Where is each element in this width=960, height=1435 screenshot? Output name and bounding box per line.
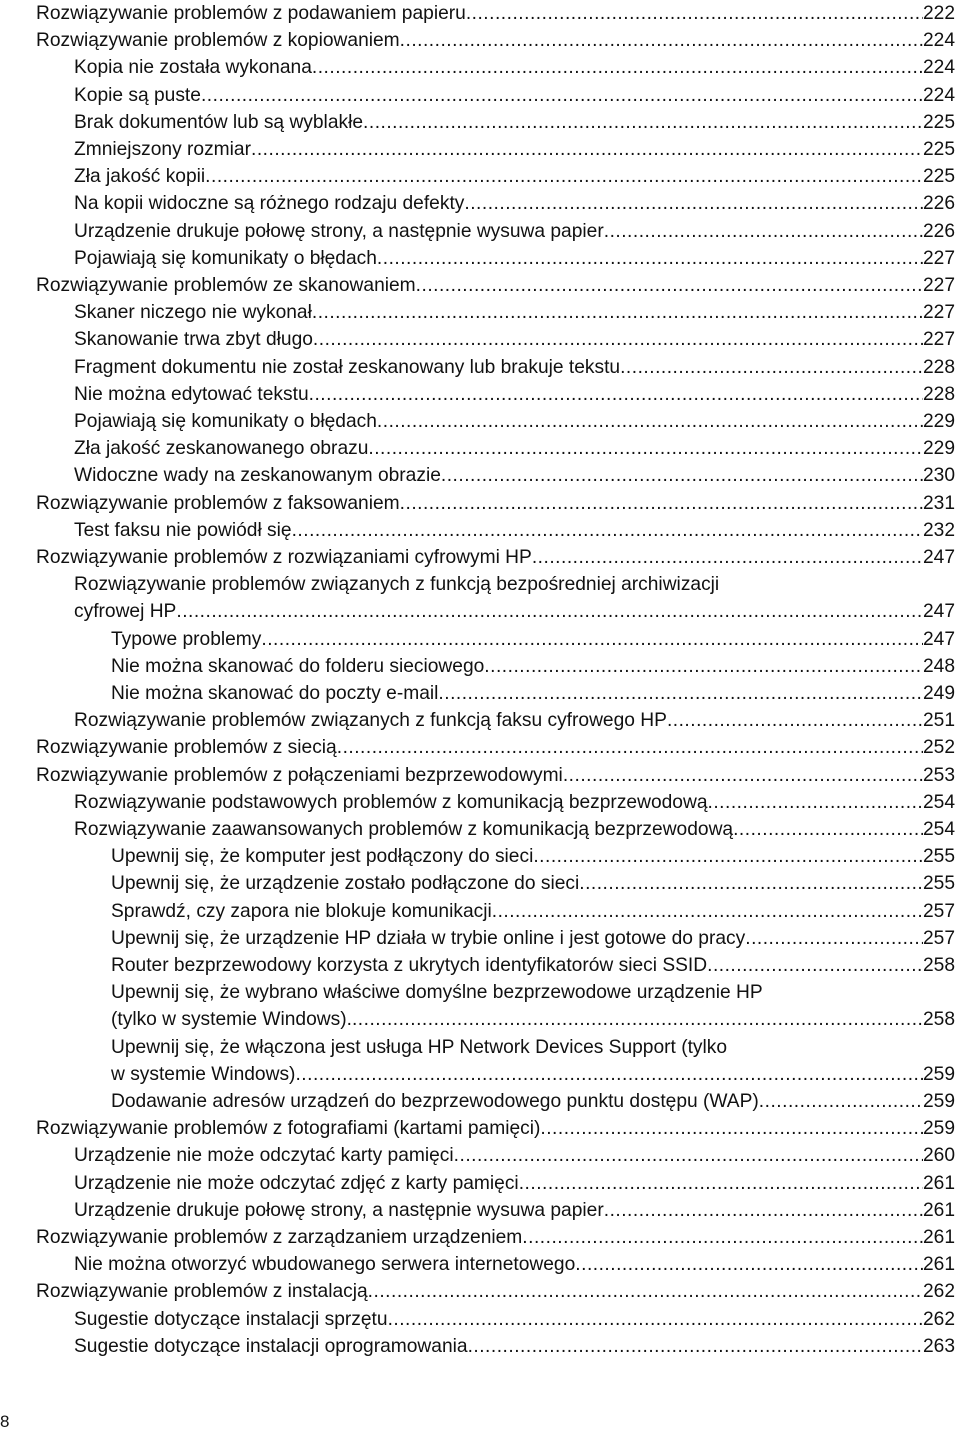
toc-entry-page: 228 [922, 383, 955, 405]
toc-entry[interactable] [74, 789, 955, 816]
dot-leader [312, 299, 923, 326]
dot-leader [579, 870, 923, 897]
toc-entry-page: 230 [922, 465, 955, 487]
toc-entry-title: Nie można skanować do poczty e-mail [111, 683, 439, 704]
dot-leader [492, 898, 923, 925]
toc-entry-page: 224 [922, 30, 955, 52]
toc-entry-title-line: Upewnij się, że włączona jest usługa HP Network Devices Support (tylko [111, 1036, 728, 1058]
toc-entry[interactable] [74, 245, 955, 272]
toc-entry[interactable] [111, 979, 955, 1033]
toc-entry[interactable] [74, 109, 955, 136]
toc-entry-title: Rozwiązywanie podstawowych problemów z komunikacją bezprzewodową [74, 791, 708, 813]
toc-entry-title: Skanowanie trwa zbyt długo [74, 329, 313, 351]
dot-leader [363, 109, 923, 136]
toc-entry-title: Widoczne wady na zeskanowanym obrazie [74, 465, 441, 487]
dot-leader [416, 272, 923, 299]
dot-leader [540, 1115, 923, 1142]
dot-leader [620, 354, 923, 381]
dot-leader [468, 1333, 923, 1360]
toc-entry-title: Pojawiają się komunikaty o błędach [74, 411, 377, 432]
toc-entry-page: 259 [922, 1063, 955, 1085]
toc-entry[interactable] [111, 1088, 955, 1115]
toc-entry-page: 257 [922, 900, 955, 922]
toc-entry[interactable] [74, 1142, 955, 1169]
toc-entry[interactable] [74, 136, 955, 163]
toc-entry-title: Nie można edytować tekstu [74, 383, 309, 405]
dot-leader [176, 598, 923, 625]
toc-entry[interactable] [74, 517, 955, 544]
toc-entry-page: 224 [922, 57, 955, 79]
toc-entry-title: Fragment dokumentu nie został zeskanowany lub brakuje tekstu [74, 356, 621, 378]
toc-entry-title: Router bezprzewodowy korzysta z ukrytych identyfikatorów sieci SSID [111, 955, 708, 976]
toc-entry-title: Zła jakość kopii [74, 166, 206, 188]
dot-leader [388, 1306, 923, 1333]
dot-leader [454, 1142, 923, 1169]
toc-entry-page: 259 [922, 1091, 955, 1112]
toc-entry[interactable] [74, 299, 955, 326]
toc-entry-page: 225 [922, 139, 955, 160]
toc-entry-title: Upewnij się, że urządzenie zostało podłączone do sieci [111, 873, 580, 895]
toc-entry-page: 261 [922, 1254, 955, 1276]
toc-entry-page: 226 [922, 220, 955, 242]
toc-entry-page: 247 [922, 601, 955, 623]
dot-leader [532, 544, 923, 571]
toc-entry-title: Rozwiązywanie problemów z faksowaniem [36, 492, 400, 514]
toc-entry-page: 228 [922, 356, 955, 378]
dot-leader [441, 462, 923, 489]
dot-leader [519, 1170, 923, 1197]
toc-entry-title: Urządzenie nie może odczytać karty pamięci [74, 1145, 454, 1167]
toc-entry-page: 248 [922, 655, 955, 677]
toc-entry[interactable] [36, 490, 955, 517]
toc-entry[interactable] [74, 54, 955, 81]
dot-leader [368, 1278, 923, 1305]
toc-entry-page: 227 [922, 329, 955, 351]
toc-entry-title: Upewnij się, że komputer jest podłączony do sieci [111, 846, 534, 868]
dot-leader [368, 435, 923, 462]
toc-entry-title: Rozwiązywanie problemów z fotografiami (kartami pamięci) [36, 1118, 541, 1140]
toc-entry[interactable] [111, 898, 955, 925]
toc-entry-title: Rozwiązywanie problemów z instalacją [36, 1281, 368, 1303]
toc-entry-title: w systemie Windows) [111, 1063, 296, 1085]
toc-entry-page: 252 [922, 737, 955, 759]
toc-entry[interactable] [74, 571, 955, 625]
toc-entry[interactable] [74, 354, 955, 381]
toc-entry-page: 254 [922, 819, 955, 840]
toc-entry-title: Urządzenie drukuje połowę strony, a następnie wysuwa papier [74, 220, 604, 242]
toc-entry-page: 263 [922, 1335, 955, 1357]
toc-entry[interactable] [74, 408, 955, 435]
toc-entry[interactable] [111, 680, 955, 707]
dot-leader [400, 27, 923, 54]
toc-entry-title: Test faksu nie powiódł się [74, 519, 292, 541]
toc-entry-title: Urządzenie drukuje połowę strony, a następnie wysuwa papier [74, 1199, 604, 1221]
dot-leader [312, 54, 923, 81]
dot-leader [464, 190, 923, 217]
toc-entry-title: Rozwiązywanie problemów z połączeniami bezprzewodowymi [36, 764, 563, 786]
toc-entry-page: 259 [922, 1118, 955, 1140]
toc-entry-page: 251 [922, 710, 955, 732]
dot-leader [707, 952, 923, 979]
toc-entry[interactable] [74, 707, 955, 734]
toc-entry-title: Upewnij się, że urządzenie HP działa w trybie online i jest gotowe do pracy [111, 927, 746, 949]
toc-entry-page: 261 [922, 1199, 955, 1221]
dot-leader [201, 82, 923, 109]
toc-entry-page: 229 [922, 411, 955, 432]
dot-leader [313, 326, 923, 353]
dot-leader [563, 762, 923, 789]
toc-entry[interactable] [111, 952, 955, 979]
dot-leader [759, 1088, 923, 1115]
toc-entry-title: Pojawiają się komunikaty o błędach [74, 247, 377, 269]
dot-leader [438, 680, 923, 707]
dot-leader [205, 163, 923, 190]
toc-entry[interactable] [74, 163, 955, 190]
toc-entry-page: 227 [922, 302, 955, 324]
toc-entry-page: 255 [922, 873, 955, 895]
toc-entry[interactable] [74, 82, 955, 109]
dot-leader [377, 245, 923, 272]
dot-leader [745, 925, 923, 952]
dot-leader [533, 843, 923, 870]
toc-entry-page: 254 [922, 791, 955, 813]
dot-leader [309, 381, 923, 408]
toc-entry[interactable] [111, 1034, 955, 1088]
dot-leader [261, 626, 923, 653]
page-number: 8 [0, 1412, 10, 1431]
toc-entry-title: Dodawanie adresów urządzeń do bezprzewodowego punktu dostępu (WAP) [111, 1091, 759, 1112]
toc-entry-title: Skaner niczego nie wykonał [74, 302, 312, 324]
toc-entry-title: Kopie są puste [74, 84, 201, 106]
toc-entry-page: 247 [922, 547, 955, 568]
toc-entry-title: Rozwiązywanie zaawansowanych problemów z komunikacją bezprzewodową [74, 819, 734, 840]
toc-entry-title-line: Upewnij się, że wybrano właściwe domyślne bezprzewodowe urządzenie HP [111, 982, 763, 1004]
toc-entry[interactable] [36, 762, 955, 789]
toc-entry-page: 225 [922, 111, 955, 133]
toc-entry[interactable] [74, 816, 955, 843]
toc-entry-title: Rozwiązywanie problemów z siecią [36, 737, 337, 759]
toc-entry-page: 262 [922, 1281, 955, 1303]
dot-leader [466, 0, 923, 27]
toc-entry-title: Nie można skanować do folderu sieciowego [111, 655, 485, 677]
toc-entry-page: 226 [922, 193, 955, 215]
toc-entry-title: Rozwiązywanie problemów z zarządzaniem urządzeniem [36, 1227, 523, 1248]
toc-entry-title: Nie można otworzyć wbudowanego serwera internetowego [74, 1254, 576, 1276]
toc-entry-page: 258 [922, 955, 955, 976]
toc-entry[interactable] [111, 925, 955, 952]
toc-entry[interactable] [111, 653, 955, 680]
toc-entry[interactable] [74, 1306, 955, 1333]
toc-entry-title: Sugestie dotyczące instalacji sprzętu [74, 1308, 388, 1330]
toc-entry-title: cyfrowej HP [74, 601, 177, 623]
dot-leader [484, 653, 923, 680]
toc-entry-page: 232 [922, 519, 955, 541]
dot-leader [400, 490, 923, 517]
toc-entry-title: Rozwiązywanie problemów z rozwiązaniami cyfrowymi HP [36, 547, 532, 568]
toc-entry[interactable] [74, 381, 955, 408]
dot-leader [337, 734, 923, 761]
toc-entry-page: 222 [922, 3, 955, 24]
toc-entry-page: 224 [922, 84, 955, 106]
toc-entry[interactable] [36, 544, 955, 571]
toc-entry[interactable] [36, 734, 955, 761]
toc-entry-page: 227 [922, 247, 955, 269]
toc-entry-page: 229 [922, 438, 955, 460]
toc-entry-title: Zła jakość zeskanowanego obrazu [74, 438, 369, 460]
dot-leader [604, 1197, 923, 1224]
toc-entry[interactable] [36, 1115, 955, 1142]
dot-leader [251, 136, 923, 163]
toc-entry-title: Zmniejszony rozmiar [74, 139, 251, 160]
dot-leader [377, 408, 923, 435]
toc-entry-title: Sugestie dotyczące instalacji oprogramowania [74, 1335, 468, 1357]
toc-entry[interactable] [74, 218, 955, 245]
dot-leader [352, 1006, 923, 1033]
toc-entry-page: 253 [922, 764, 955, 786]
toc-entry-page: 255 [922, 846, 955, 868]
toc-entry-title: Brak dokumentów lub są wyblakłe [74, 111, 364, 133]
toc-entry-page: 257 [922, 927, 955, 949]
dot-leader [708, 789, 923, 816]
toc-entry[interactable] [36, 1224, 955, 1251]
dot-leader [295, 1061, 923, 1088]
toc-entry-title-line: Rozwiązywanie problemów związanych z funkcją bezpośredniej archiwizacji [74, 574, 720, 596]
toc-entry-title: Typowe problemy [111, 628, 262, 650]
toc-entry[interactable] [36, 27, 955, 54]
dot-leader [575, 1251, 923, 1278]
toc-entry-page: 227 [922, 275, 955, 296]
toc-entry[interactable] [74, 1197, 955, 1224]
toc-entry-page: 231 [922, 492, 955, 514]
toc-entry-title: Rozwiązywanie problemów związanych z funkcją faksu cyfrowego HP [74, 710, 667, 732]
toc-entry[interactable] [74, 326, 955, 353]
toc-entry-page: 260 [922, 1145, 955, 1167]
toc-entry-title: Kopia nie została wykonana [74, 57, 312, 79]
toc-entry-title: Rozwiązywanie problemów ze skanowaniem [36, 275, 416, 296]
toc-entry-title: Rozwiązywanie problemów z kopiowaniem [36, 30, 400, 52]
dot-leader [604, 218, 923, 245]
toc-entry[interactable] [111, 870, 955, 897]
toc-entry-page: 261 [922, 1227, 955, 1248]
dot-leader [522, 1224, 923, 1251]
toc-entry-title: Urządzenie nie może odczytać zdjęć z karty pamięci [74, 1172, 519, 1194]
toc-entry-page: 247 [922, 628, 955, 650]
toc-entry-page: 225 [922, 166, 955, 188]
toc-entry-page: 249 [922, 683, 955, 704]
toc-entry[interactable] [36, 1278, 955, 1305]
toc-entry-page: 262 [922, 1308, 955, 1330]
toc-entry[interactable] [36, 272, 955, 299]
toc-entry[interactable] [74, 1251, 955, 1278]
dot-leader [733, 816, 923, 843]
toc-entry[interactable] [36, 0, 955, 27]
toc-entry[interactable] [74, 190, 955, 217]
toc-entry[interactable] [74, 1170, 955, 1197]
toc-entry-title: (tylko w systemie Windows). [111, 1009, 352, 1031]
dot-leader [667, 707, 923, 734]
toc-entry-title: Sprawdź, czy zapora nie blokuje komunikacji [111, 900, 492, 922]
toc-entry[interactable] [74, 462, 955, 489]
toc-entry-page: 261 [922, 1172, 955, 1194]
toc-entry-title: Na kopii widoczne są różnego rodzaju defekty [74, 193, 465, 215]
dot-leader [292, 517, 923, 544]
toc-entry-page: 258 [922, 1009, 955, 1031]
toc-entry[interactable] [111, 626, 955, 653]
toc-entry[interactable] [111, 843, 955, 870]
toc-entry[interactable] [74, 435, 955, 462]
toc-entry[interactable] [74, 1333, 955, 1360]
toc-entry-title: Rozwiązywanie problemów z podawaniem papieru [36, 3, 466, 24]
